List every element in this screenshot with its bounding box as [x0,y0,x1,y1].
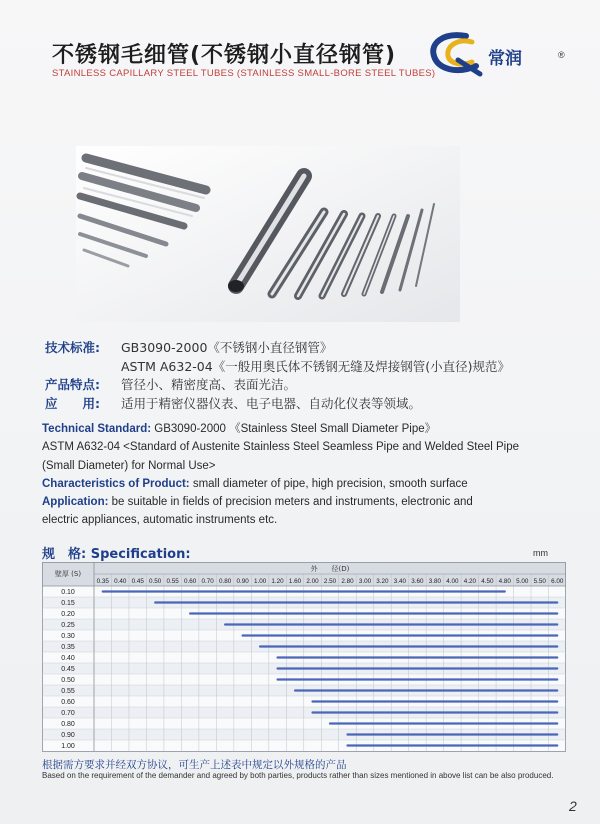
en-label-standard: Technical Standard: [42,423,152,435]
wall-label: 0.25 [61,622,75,629]
wall-label: 0.70 [61,710,75,717]
wall-label: 0.35 [61,644,75,651]
od-header-label: 外 径(D) [310,565,350,573]
en-value-application-1: be suitable in fields of precision meters and instruments, electronic and [111,496,473,509]
wall-label: 0.30 [61,633,75,640]
en-value-characteristics: small diameter of pipe, high precision, smooth surface [192,477,468,490]
od-tick-label: 0.70 [201,578,214,585]
product-photo [76,146,460,322]
wall-label: 0.20 [61,611,75,618]
english-spec-block [42,420,562,530]
page-title: 不锈钢毛细管(不锈钢小直径钢管) [52,43,397,68]
od-tick-label: 4.20 [463,578,476,585]
cn-value-features: 管径小、精密度高、表面光洁。 [121,377,297,392]
specification-table [42,562,566,752]
en-value-application-2: electric appliances, automatic instruments etc. [42,514,278,527]
wall-label: 0.45 [61,666,75,673]
en-label-application: Application: [42,496,109,509]
footnote-en: Based on the requirement of the demander and agreed by both parties, products rather than sizes mentioned in above list can be also produced. [42,771,554,780]
od-tick-label: 2.50 [323,578,337,585]
od-tick-label: 2.00 [306,578,319,585]
cn-label-application: 应 用: [45,395,100,411]
od-tick-label: 0.35 [96,578,109,585]
cn-label-features: 产品特点: [45,377,100,392]
en-value-standard-3: (Small Diameter) for Normal Use> [42,459,216,472]
od-tick-label: 0.50 [149,578,162,585]
wall-label: 1.00 [61,743,75,750]
od-tick-label: 2.80 [341,578,354,585]
cn-value-standard-1: GB3090-2000《不锈钢小直径钢管》 [121,340,333,355]
specification-heading: 规 格: Specification: [42,547,191,562]
cn-value-standard-2: ASTM A632-04《一般用奥氏体不锈钢无缝及焊接钢管(小直径)规范》 [121,358,510,374]
od-tick-label: 5.00 [516,578,529,585]
wall-label: 0.80 [61,721,75,728]
od-tick-label: 0.45 [131,578,144,585]
wall-label: 0.40 [61,655,75,662]
od-tick-label: 3.40 [393,578,407,585]
wall-label: 0.90 [61,732,75,739]
od-tick-label: 3.00 [358,578,372,585]
od-tick-label: 4.50 [481,578,494,585]
od-tick-label: 4.80 [498,578,511,585]
od-tick-label: 0.90 [236,578,249,585]
wall-label: 0.55 [61,688,75,695]
od-tick-label: 0.40 [114,578,127,585]
od-tick-label: 3.60 [411,578,424,585]
od-tick-label: 1.60 [288,578,302,585]
od-tick-label: 4.00 [446,578,459,585]
od-tick-label: 3.20 [376,578,389,585]
wall-label: 0.60 [61,699,75,706]
en-label-characteristics: Characteristics of Product: [42,477,190,490]
od-tick-label: 1.20 [271,578,284,585]
od-tick-label: 0.60 [184,578,197,585]
en-value-standard-2: ASTM A632-04 <Standard of Austenite Stainless Steel Seamless Pipe and Welded Steel Pipe [42,441,520,454]
brand-name: 常润 [488,49,522,69]
od-tick-label: 0.55 [166,578,179,585]
od-tick-label: 1.00 [253,578,267,585]
footnote-cn: 根据需方要求并经双方协议，可生产上述表中规定以外规格的产品 [42,759,347,771]
wall-label: 0.50 [61,677,75,684]
od-tick-label: 5.50 [533,578,546,585]
wall-label: 0.15 [61,600,75,607]
page-subtitle: STAINLESS CAPILLARY STEEL TUBES (STAINLESS SMALL-BORE STEEL TUBES) [52,68,436,79]
cn-label-standard: 技术标准: [45,340,100,355]
page-number: 2 [569,798,577,814]
registered-mark: ® [558,50,565,60]
corner-label: 壁厚 (S) [54,570,82,578]
en-value-standard-1: GB3090-2000 《Stainless Steel Small Diameter Pipe》 [154,423,437,435]
od-tick-label: 0.80 [218,578,232,585]
od-tick-label: 6.00 [551,578,564,585]
od-tick-label: 3.80 [428,578,442,585]
unit-label: mm [533,548,548,558]
wall-label: 0.10 [61,589,75,596]
cn-value-application: 适用于精密仪器仪表、电子电器、自动化仪表等领域。 [121,395,422,411]
